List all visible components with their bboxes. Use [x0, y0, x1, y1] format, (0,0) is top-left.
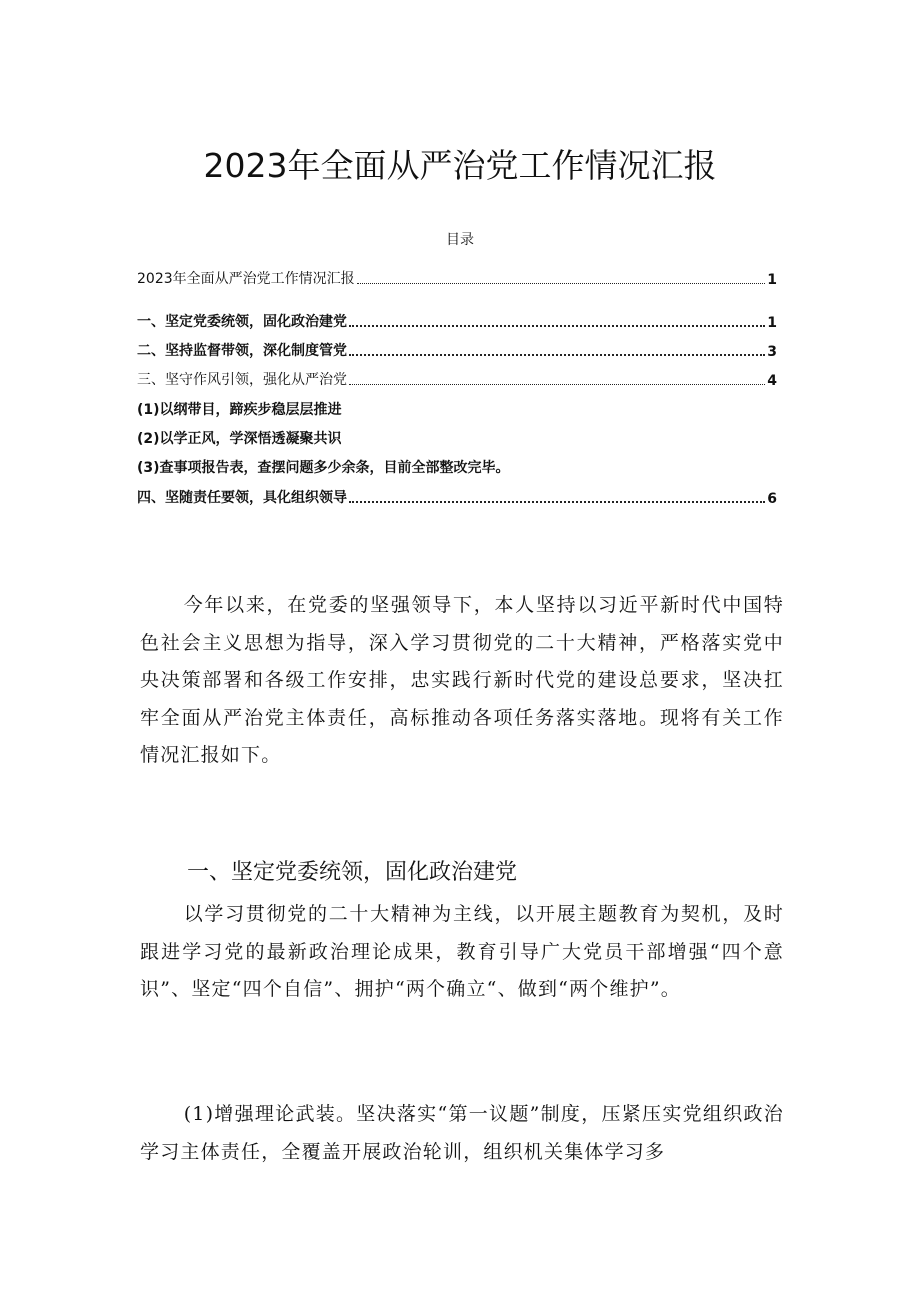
toc-leader-dots: [349, 353, 765, 356]
toc-entry-page: 1: [767, 315, 777, 331]
intro-paragraph: 今年以来，在党委的坚强领导下，本人坚持以习近平新时代中国特色社会主义思想为指导，深入学习贯彻党的二十大精神，严格落实党中央决策部署和各级工作安排，忠实践行新时代党的建设总要求，坚决扛牢全面从严治党主体责任，高标推动各项任务落实落地。现将有关工作情况汇报如下。: [140, 594, 784, 766]
toc-entry-text: 2023年全面从严治党工作情况汇报: [137, 271, 355, 287]
item-paragraph: (1)增强理论武装。坚决落实“第一议题”制度，压紧压实党组织政治学习主体责任，全覆盖开展政治轮训，组织机关集体学习多: [140, 1103, 784, 1163]
toc-entry[interactable]: [137, 487, 777, 507]
document-title: 2023年全面从严治党工作情况汇报: [203, 146, 717, 185]
toc-entry[interactable]: [137, 369, 777, 389]
toc-entry-text: (3)查事项报告表，查摆问题多少余条，目前全部整改完毕。: [137, 460, 510, 476]
toc-leader-dots: [349, 324, 765, 327]
toc-entry[interactable]: [137, 457, 777, 477]
toc-entry-text: (2)以学正风，学深悟透凝聚共识: [137, 431, 342, 447]
toc-entry[interactable]: [137, 428, 777, 448]
toc-entry[interactable]: [137, 268, 777, 288]
section-paragraph: 以学习贯彻党的二十大精神为主线，以开展主题教育为契机，及时跟进学习党的最新政治理论成果，教育引导广大党员干部增强“四个意识”、坚定“四个自信”、拥护“两个确立“、做到“两个维护”。: [140, 903, 784, 1000]
toc-entry-page: 3: [767, 344, 777, 360]
toc-leader-dots: [349, 383, 765, 385]
section-heading: 一、坚定党委统领，固化政治建党: [187, 860, 518, 885]
toc-leader-dots: [349, 500, 765, 503]
toc-entry-page: 6: [767, 491, 777, 507]
toc-entry-page: 1: [767, 272, 777, 288]
toc-entry-page: 4: [767, 373, 777, 389]
toc-entry-text: 二、坚持监督带领，深化制度管党: [137, 343, 347, 359]
toc-leader-dots: [357, 282, 766, 284]
toc-entry[interactable]: [137, 399, 777, 419]
toc-heading: 目录: [446, 232, 474, 248]
toc-entry-text: 四、坚随责任要领，具化组织领导: [137, 490, 347, 506]
toc-entry[interactable]: [137, 340, 777, 360]
toc-entry-text: (1)以纲带目，蹄疾步稳层层推进: [137, 402, 342, 418]
toc-entry-text: 一、坚定党委统领，固化政治建党: [137, 314, 347, 330]
toc-entry[interactable]: [137, 311, 777, 331]
toc-entry-text: 三、坚守作风引领，强化从严治党: [137, 372, 347, 388]
